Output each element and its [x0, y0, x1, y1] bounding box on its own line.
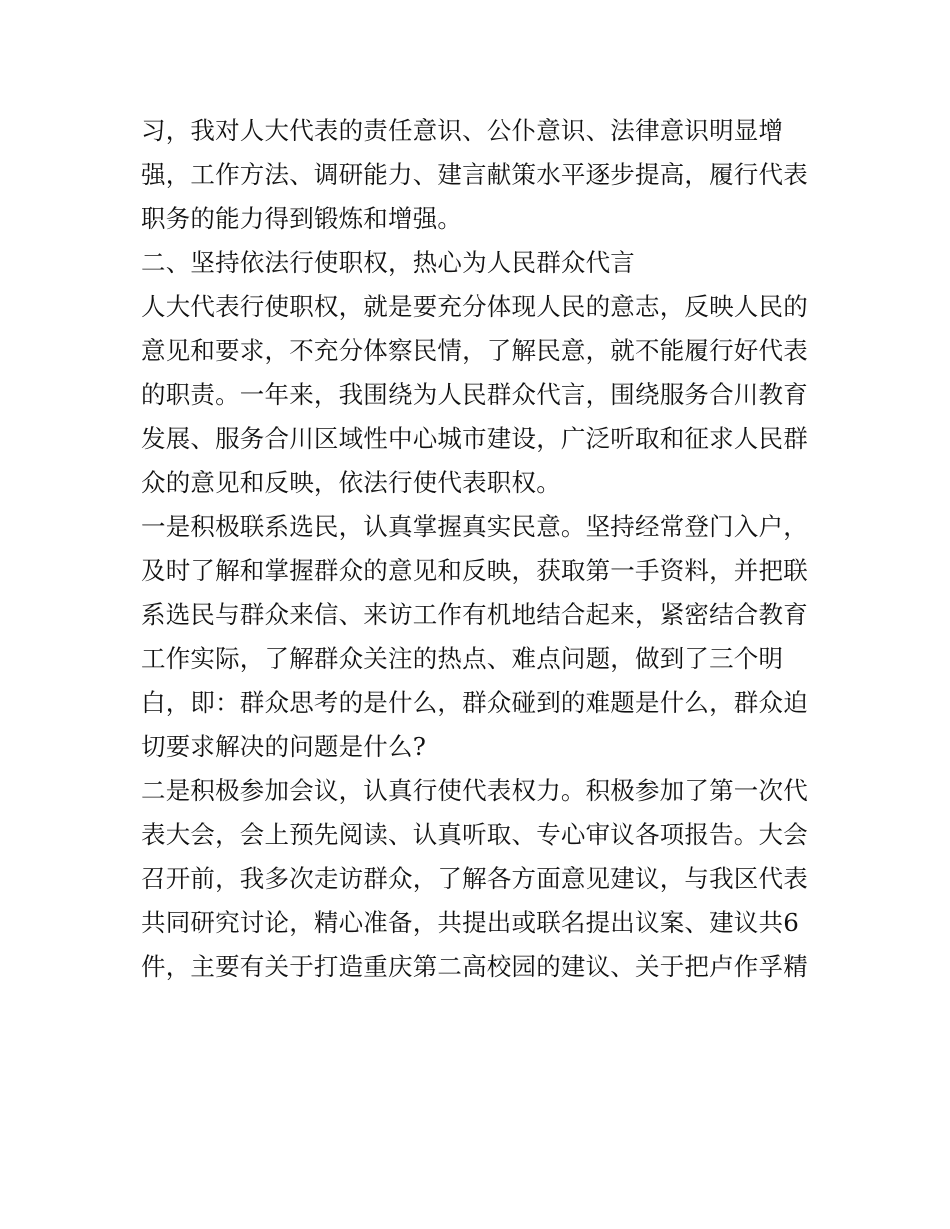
text-line: 共同研究讨论，精心准备，共提出或联名提出议案、建议共6: [141, 908, 799, 937]
text-line: 系选民与群众来信、来访工作有机地结合起来，紧密结合教育: [141, 600, 808, 629]
text-line: 众的意见和反映，依法行使代表职权。: [141, 468, 561, 497]
section-heading: 二、坚持依法行使职权，热心为人民群众代言: [141, 248, 635, 277]
text-line: 的职责。一年来，我围绕为人民群众代言，围绕服务合川教育: [141, 380, 808, 409]
text-line: 表大会，会上预先阅读、认真听取、专心审议各项报告。大会: [141, 820, 808, 849]
text-line: 习，我对人大代表的责任意识、公仆意识、法律意识明显增: [141, 116, 784, 145]
text-line: 白，即：群众思考的是什么，群众碰到的难题是什么，群众迫: [141, 688, 808, 717]
text-line: 一是积极联系选民，认真掌握真实民意。坚持经常登门入户，: [141, 512, 808, 541]
text-line: 及时了解和掌握群众的意见和反映，获取第一手资料，并把联: [141, 556, 808, 585]
document-body: [141, 109, 821, 989]
text-line: 召开前，我多次走访群众，了解各方面意见建议，与我区代表: [141, 864, 808, 893]
text-line: 发展、服务合川区域性中心城市建设，广泛听取和征求人民群: [141, 424, 808, 453]
text-line: 工作实际，了解群众关注的热点、难点问题，做到了三个明: [141, 644, 784, 673]
text-line: 职务的能力得到锻炼和增强。: [141, 204, 463, 233]
text-line: 强，工作方法、调研能力、建言献策水平逐步提高，履行代表: [141, 160, 808, 189]
text-line: 二是积极参加会议，认真行使代表权力。积极参加了第一次代: [141, 776, 808, 805]
text-line: 意见和要求，不充分体察民情，了解民意，就不能履行好代表: [141, 336, 808, 365]
text-line: 件，主要有关于打造重庆第二高校园的建议、关于把卢作孚精: [141, 952, 808, 981]
text-line: 切要求解决的问题是什么?: [141, 732, 427, 761]
text-line: 人大代表行使职权，就是要充分体现人民的意志，反映人民的: [141, 292, 808, 321]
